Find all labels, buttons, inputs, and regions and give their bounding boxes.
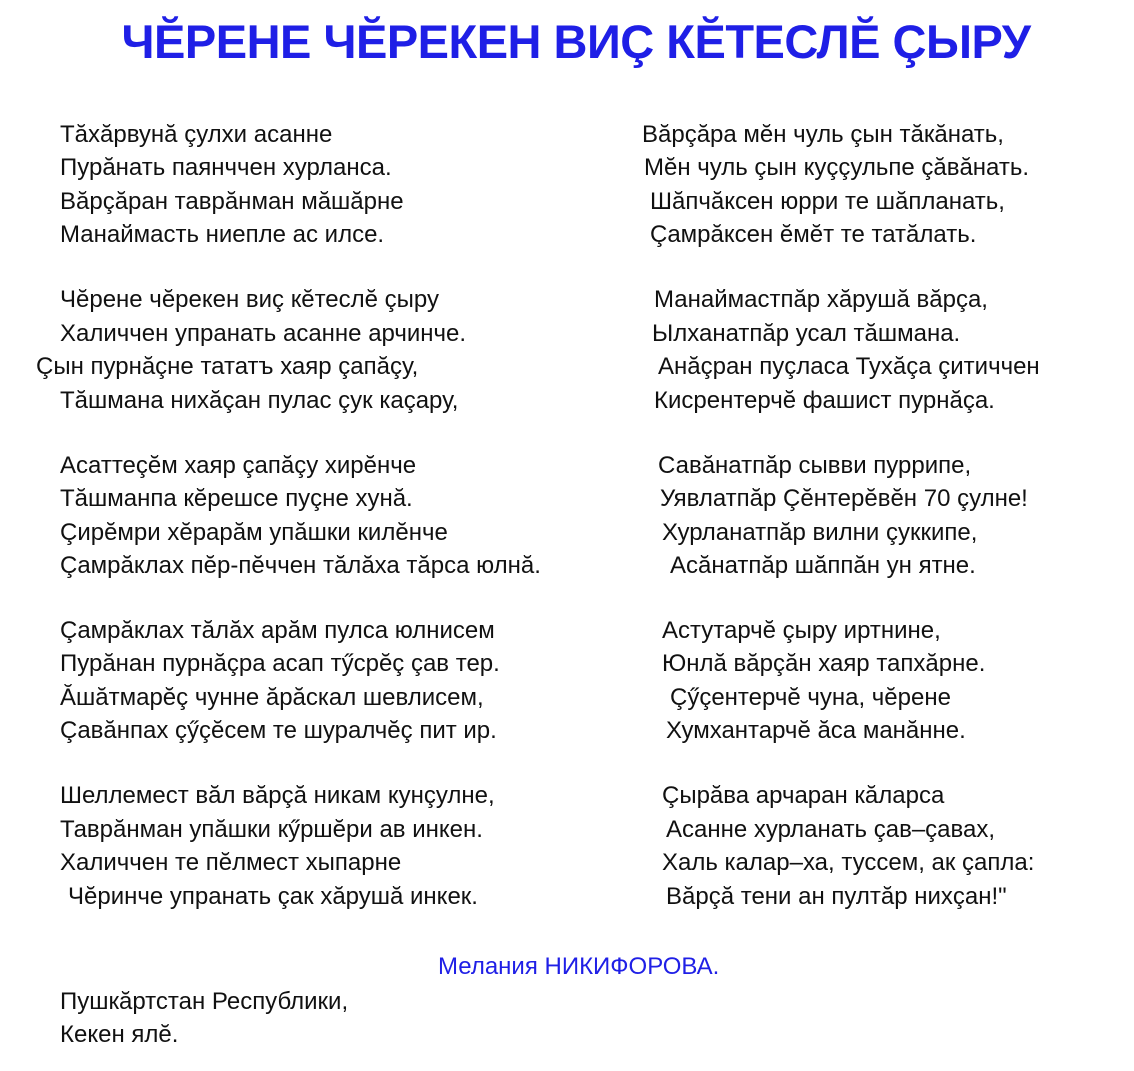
poem-line: Астутарчĕ çыру иртнине,	[662, 617, 941, 645]
poem-line: Çамрăксен ĕмĕт те татăлать.	[650, 221, 977, 249]
poem-line: Савăнатпăр сывви пуррипе,	[658, 451, 972, 479]
poem-line: Хурланатпăр вилни çуккипе,	[662, 518, 978, 546]
poem-line: Шеллемест вăл вăрçă никам кунçулне,	[60, 782, 495, 810]
poem-line: Вăрçăран таврăнман мăшăрне	[60, 187, 404, 215]
poem-line: Чĕрене чĕрекен виç кĕтеслĕ çыру	[60, 286, 439, 314]
poem-line: Манаймасть ниепле ас илсе.	[60, 221, 385, 249]
poem-line: Тăшманпа кĕрешсе пуçне хунă.	[60, 485, 413, 513]
stanza	[640, 449, 1130, 583]
stanza	[60, 449, 635, 583]
right-poem-column	[640, 118, 1130, 945]
poem-line: Асаттеçĕм хаяр çапăçу хирĕнче	[60, 451, 417, 479]
author-location	[60, 985, 348, 1052]
poem-line: Анăçран пуçласа Тухăça çитиччен	[658, 353, 1040, 381]
poem-line: Халь калар–ха, туссем, ак çапла:	[662, 849, 1035, 877]
poem-line: Мĕн чуль çын куççульпе çăвăнать.	[644, 154, 1030, 182]
left-poem-column	[36, 118, 635, 945]
poem-line: Пурăнан пурнăçра асап тӳсрĕç çав тер.	[60, 650, 500, 678]
poem-line: Çавăнпах çӳçĕсем те шуралчĕç пит ир.	[60, 717, 497, 745]
poem-line: Юнлă вăрçăн хаяр тапхăрне.	[662, 650, 986, 678]
poem-line: Çамрăклах пĕр-пĕччен тăлăха тăрса юлнă.	[60, 551, 541, 579]
poem-line: Ăшăтмарĕç чунне ăрăскал шевлисем,	[60, 683, 484, 711]
poem-line: Çамрăклах тăлăх арăм пулса юлнисем	[60, 617, 495, 645]
page-title: ЧĔРЕНЕ ЧĔРЕКЕН ВИÇ КĔТЕСЛĔ ÇЫРУ	[121, 15, 1031, 68]
poem-line: Асăнатпăр шăппăн ун ятне.	[670, 551, 976, 579]
stanza	[60, 614, 635, 748]
stanza	[36, 283, 635, 417]
stanza	[640, 614, 1130, 748]
poem-line: Таврăнман упăшки кӳршĕри ав инкен.	[60, 815, 483, 843]
poem-line: Хумхантарчĕ ăса манăнне.	[666, 717, 966, 745]
poem-line: Халиччен упранать асанне арчинче.	[60, 319, 467, 347]
poem-line: Кисрентерчĕ фашист пурнăça.	[654, 386, 995, 414]
author-name: Мелания НИКИФОРОВА.	[438, 953, 720, 980]
poem-line: Пурăнать паянччен хурланса.	[60, 154, 392, 182]
poem-line: Çирĕмри хĕрарăм упăшки килĕнче	[60, 518, 448, 546]
stanza	[640, 283, 1130, 417]
poem-line: Çӳçентерчĕ чуна, чĕрене	[670, 683, 951, 711]
poem-line: Уявлатпăр Çĕнтерĕвĕн 70 çулне!	[660, 485, 1028, 513]
location-line: Пушкăртстан Республики,	[60, 988, 349, 1015]
stanza	[60, 118, 635, 252]
poem-line: Тăшмана нихăçан пулас çук каçару,	[60, 386, 459, 414]
poem-line: Вăрçă тени ан пултăр нихçан!"	[666, 882, 1007, 910]
poem-line: Шăпчăксен юрри те шăпланать,	[650, 187, 1005, 215]
poem-line: Тăхăрвунă çулхи асанне	[60, 121, 333, 148]
poem-line: Вăрçăра мĕн чуль çын тăкăнать,	[642, 121, 1004, 148]
poem-line: Ылханатпăр усал тăшмана.	[652, 319, 961, 347]
poem-line: Çын пурнăçне тататъ хаяр çапăçу,	[36, 353, 419, 381]
location-line: Кекен ялĕ.	[60, 1021, 179, 1049]
poem-line: Чĕринче упранать çак хăрушă инкек.	[68, 882, 478, 910]
stanza	[640, 779, 1130, 913]
poem-line: Асанне хурланать çав–çавах,	[666, 815, 996, 843]
poem-line: Манаймастпăр хăрушă вăрçа,	[654, 286, 988, 314]
stanza	[640, 118, 1130, 252]
poem-line: Çырăва арчаран кăларса	[662, 782, 945, 810]
stanza	[60, 779, 635, 913]
poem-line: Халиччен те пĕлмест хыпарне	[60, 849, 402, 877]
